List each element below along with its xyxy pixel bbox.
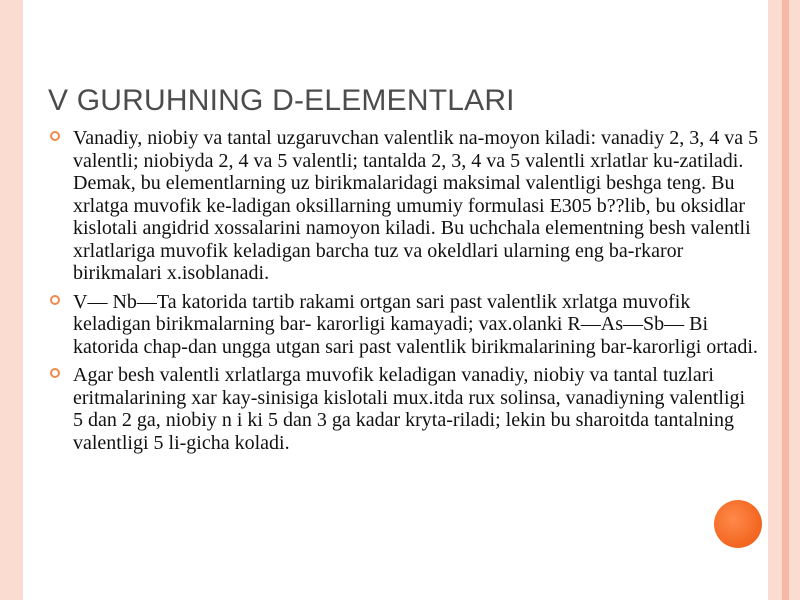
- bullet-list: [48, 127, 760, 460]
- bullet-text: V— Nb—Ta katorida tartib rakami ortgan sari past valentlik xrlatga muvofik keladigan birikmalarning bar- karorligi kamayadi; vax.olanki R—As—Sb— Bi katorida chap-dan ungga utgan sari past valentlik birikmalarining bar-karorligi ortadi.: [73, 290, 758, 358]
- bullet-text: Agar besh valentli xrlatlarga muvofik keladigan vanadiy, niobiy va tantal tuzlari eritmalarining xar kay-sinisiga kislotali mux.itda rux solinsa, vanadiyning valentligi 5 dan 2 ga, niobiy n i ki 5 dan 3 ga kadar kryta-riladi; lekin bu sharoitda tantalning valentligi 5 li-gicha koladi.: [73, 364, 746, 454]
- left-decorative-stripe: [0, 0, 23, 600]
- bullet-circle-icon: [50, 131, 60, 141]
- slide-title: V GURUHNING D-ELEMENTLARI: [48, 84, 515, 117]
- bullet-item: [48, 127, 760, 285]
- bullet-circle-icon: [50, 295, 60, 305]
- bullet-circle-icon: [50, 368, 60, 378]
- bullet-item: [48, 364, 760, 454]
- bullet-item: [48, 291, 760, 359]
- orange-circle-decoration: [714, 500, 762, 548]
- right-decorative-line: [782, 0, 789, 600]
- bullet-text: Vanadiy, niobiy va tantal uzgaruvchan valentlik na-moyon kiladi: vanadiy 2, 3, 4 va 5 valentli; niobiyda 2, 4 va 5 valentli; tantalda 2, 3, 4 va 5 valentli xrlatlar ku-zatiladi. Demak, bu elementlarning uz birikmalaridagi maksimal valentligi beshga teng. Bu xrlatga muvofik ke-ladigan oksillarning umumiy formulasi E305 b??lib, bu oksidlar kislotali angidrid xossalarini namoyon kiladi. Bu uchchala elementning besh valentli xrlatlariga muvofik keladigan barcha tuz va okeldlari ularning eng ba-rkaror birikmalari x.isoblanadi.: [73, 127, 759, 284]
